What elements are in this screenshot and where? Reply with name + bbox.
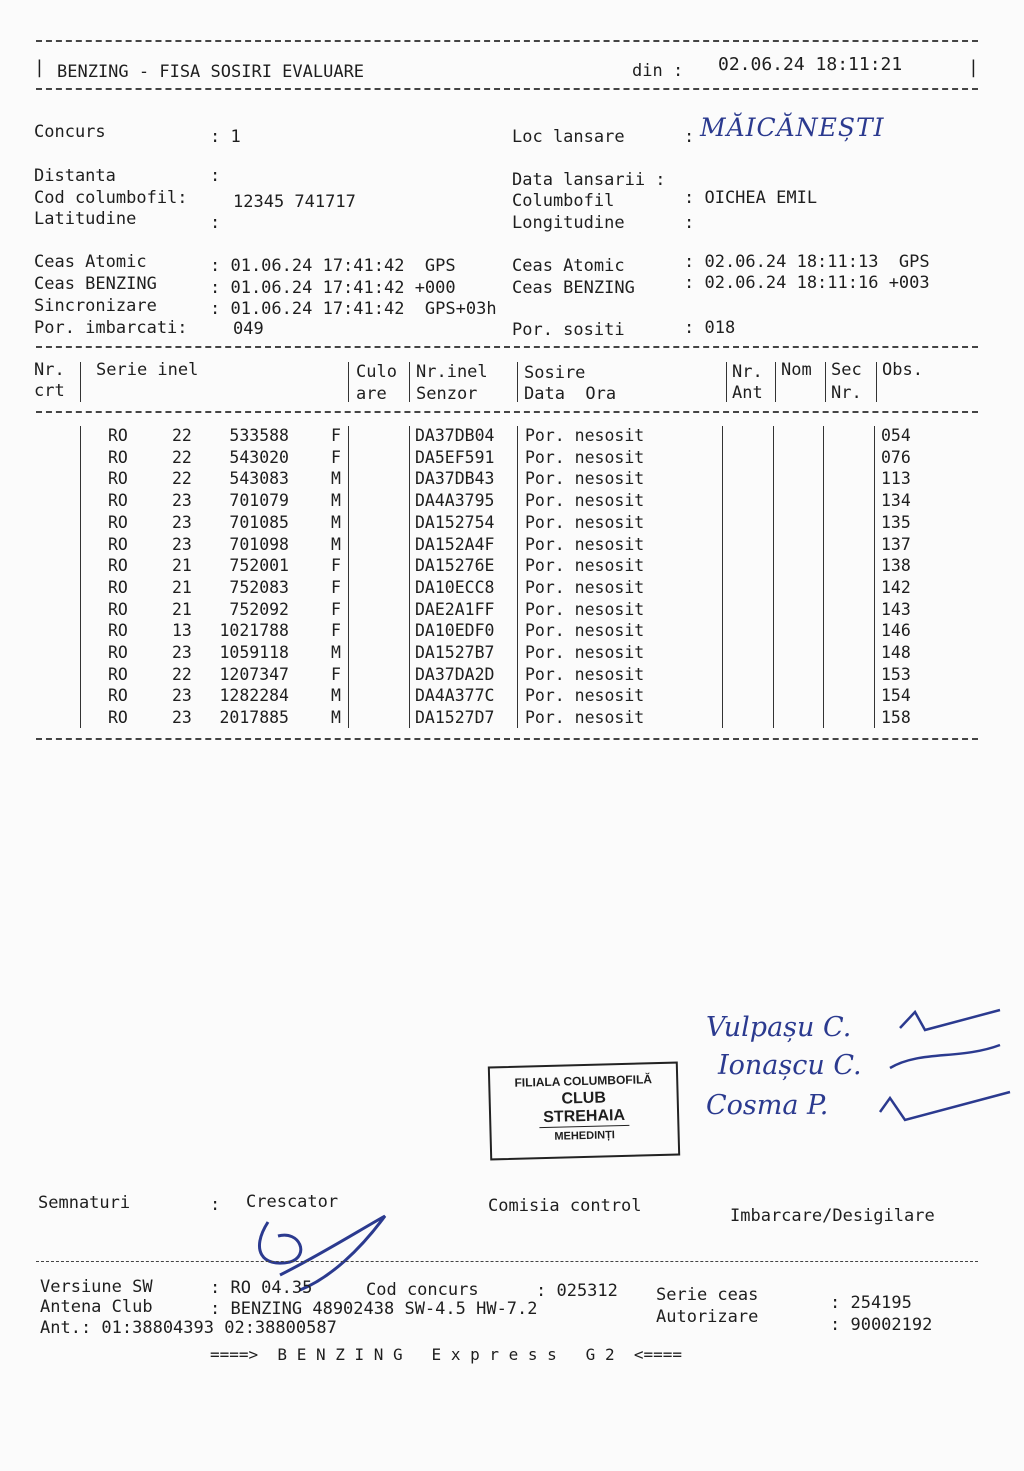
commission-signature-1: Vulpașu C. <box>706 1012 852 1043</box>
col-culo: Culo <box>356 362 397 382</box>
ring-country: RO <box>108 621 128 641</box>
benzing-express-brand: ====> B E N Z I N G E x p r e s s G 2 <==== <box>210 1345 683 1364</box>
pigeon-sex: F <box>331 426 341 445</box>
din-label: din : <box>632 61 684 81</box>
ring-number: 533588 <box>229 426 289 445</box>
ring-year: 13 <box>172 621 192 641</box>
pigeon-sex: M <box>331 512 341 532</box>
col-nom: Nom <box>781 360 812 380</box>
ring-number: 543083 <box>229 469 289 489</box>
por-imbarcati-value: 049 <box>233 319 264 339</box>
club-stamp <box>488 1062 680 1161</box>
obs-value: 113 <box>881 469 911 489</box>
ring-country: RO <box>108 686 128 706</box>
columbofil-value: : OICHEA EMIL <box>684 188 818 208</box>
arrival-status: Por. nesosit <box>525 469 645 489</box>
stamp-line-3: STREHAIA <box>543 1106 626 1127</box>
sensor-id: DA1527D7 <box>415 708 495 728</box>
longitudine-label: Longitudine <box>512 213 625 233</box>
antena-club-value: : BENZING 48902438 SW-4.5 HW-7.2 <box>210 1299 538 1319</box>
arrival-status: Por. nesosit <box>525 686 645 706</box>
ceas-atomic-label: Ceas Atomic <box>34 252 147 272</box>
latitudine-sep: : <box>210 213 221 233</box>
arrival-status: Por. nesosit <box>525 556 645 576</box>
ring-year: 22 <box>172 426 192 445</box>
sensor-id: DA4A3795 <box>415 491 495 511</box>
serie-ceas-value: : 254195 <box>830 1293 912 1313</box>
ring-year: 22 <box>172 469 192 489</box>
por-imbarcati-label: Por. imbarcati: <box>34 318 188 338</box>
cod-columbofil-label: Cod columbofil: <box>34 188 188 208</box>
columbofil-label: Columbofil <box>512 191 615 211</box>
col-sec-nr: Nr. <box>831 383 862 403</box>
obs-value: 137 <box>881 534 911 554</box>
arrival-status: Por. nesosit <box>525 534 645 554</box>
obs-value: 158 <box>881 708 911 728</box>
footer-rule <box>36 1261 978 1262</box>
arrival-status: Por. nesosit <box>525 621 645 641</box>
commission-signature-3: Cosma P. <box>706 1090 829 1121</box>
col-sosire: Sosire <box>524 363 586 383</box>
pigeon-sex: F <box>331 599 341 619</box>
distanta-label: Distanta <box>34 166 116 186</box>
ring-number: 752092 <box>229 599 289 619</box>
autorizare-value: : 90002192 <box>830 1315 933 1335</box>
pigeon-sex: F <box>331 447 341 467</box>
col-nr: Nr. <box>34 360 65 380</box>
cod-concurs-label: Cod concurs <box>366 1280 479 1300</box>
sensor-id: DAE2A1FF <box>415 599 495 619</box>
ceas-atomic-value: : 01.06.24 17:41:42 GPS <box>210 256 456 276</box>
ring-number: 701085 <box>229 512 289 532</box>
ring-year: 21 <box>172 577 192 597</box>
ring-number: 1059118 <box>219 643 289 662</box>
ring-country: RO <box>108 556 128 576</box>
comisia-control-label: Comisia control <box>488 1196 642 1216</box>
ring-year: 21 <box>172 599 192 619</box>
imbarcare-label: Imbarcare/Desigilare <box>730 1206 935 1226</box>
sensor-id: DA10ECC8 <box>415 577 495 597</box>
ring-year: 22 <box>172 664 192 684</box>
ring-number: 701079 <box>229 491 289 511</box>
ring-number: 752083 <box>229 577 289 597</box>
autorizare-label: Autorizare <box>656 1307 759 1327</box>
stamp-line-4: MEHEDINȚI <box>539 1125 629 1146</box>
obs-value: 138 <box>881 556 911 576</box>
pigeon-sex: M <box>331 491 341 511</box>
col-are: are <box>356 384 387 404</box>
col-crt: crt <box>34 381 65 401</box>
ceas-benzing-arrival-value: : 02.06.24 18:11:16 +003 <box>684 273 930 293</box>
ring-country: RO <box>108 534 128 554</box>
sensor-id: DA4A377C <box>415 686 495 706</box>
pigeon-sex: F <box>331 664 341 684</box>
pigeon-sex: M <box>331 686 341 706</box>
arrival-status: Por. nesosit <box>525 426 645 445</box>
ring-country: RO <box>108 491 128 511</box>
ring-year: 23 <box>172 686 192 706</box>
antena-club-label: Antena Club <box>40 1297 153 1317</box>
pigeon-sex: M <box>331 643 341 662</box>
sensor-id: DA37DB43 <box>415 469 495 489</box>
crescator-label: Crescator <box>246 1192 339 1212</box>
stamp-line-1: FILIALA COLUMBOFILĂ <box>514 1072 653 1090</box>
ceas-benzing-label: Ceas BENZING <box>34 274 157 294</box>
ring-number: 1207347 <box>219 664 289 684</box>
cod-concurs-value: : 025312 <box>536 1281 618 1301</box>
cod-columbofil-value: 12345 741717 <box>233 192 356 212</box>
commission-signature-2: Ionașcu C. <box>718 1050 862 1081</box>
arrival-status: Por. nesosit <box>525 664 645 684</box>
obs-value: 146 <box>881 621 911 641</box>
ring-country: RO <box>108 577 128 597</box>
versiune-sw-value: : RO 04.35 <box>210 1278 313 1298</box>
col-nr-inel: Nr.inel <box>416 362 488 382</box>
ring-year: 22 <box>172 447 192 467</box>
pigeon-sex: M <box>331 469 341 489</box>
obs-value: 153 <box>881 664 911 684</box>
ring-number: 752001 <box>229 556 289 576</box>
ring-country: RO <box>108 599 128 619</box>
arrival-status: Por. nesosit <box>525 512 645 532</box>
arrival-status: Por. nesosit <box>525 708 645 728</box>
col-sec: Sec <box>831 360 862 380</box>
col-ant: Ant <box>732 383 763 403</box>
distanta-sep: : <box>210 166 221 186</box>
pigeon-sex: F <box>331 621 341 641</box>
obs-value: 148 <box>881 643 911 662</box>
pigeon-sex: M <box>331 534 341 554</box>
ring-year: 23 <box>172 534 192 554</box>
col-serie-inel: Serie inel <box>96 360 199 380</box>
obs-value: 134 <box>881 491 911 511</box>
ring-country: RO <box>108 664 128 684</box>
obs-value: 143 <box>881 599 911 619</box>
sincronizare-value: : 01.06.24 17:41:42 GPS+03h <box>210 299 497 319</box>
obs-value: 154 <box>881 686 911 706</box>
semnaturi-sep: : <box>210 1195 221 1215</box>
arrival-status: Por. nesosit <box>525 447 645 467</box>
ring-country: RO <box>108 512 128 532</box>
serie-ceas-label: Serie ceas <box>656 1285 759 1305</box>
ceas-benzing-arrival-label: Ceas BENZING <box>512 278 635 298</box>
concurs-label: Concurs <box>34 122 106 142</box>
col-data-ora: Data Ora <box>524 384 617 404</box>
ring-country: RO <box>108 708 128 728</box>
obs-value: 054 <box>881 426 911 445</box>
header-right-bar: | <box>968 57 979 78</box>
longitudine-sep: : <box>684 213 695 233</box>
loc-lansare-label: Loc lansare <box>512 127 625 147</box>
ring-number: 2017885 <box>219 708 289 728</box>
col-nr-ant: Nr. <box>732 362 763 382</box>
sensor-id: DA37DB04 <box>415 426 495 445</box>
sincronizare-label: Sincronizare <box>34 296 157 316</box>
arrival-status: Por. nesosit <box>525 491 645 511</box>
concurs-value: : 1 <box>210 127 241 147</box>
antenna-ids: Ant.: 01:38804393 02:38800587 <box>40 1318 337 1338</box>
ring-year: 23 <box>172 512 192 532</box>
ring-country: RO <box>108 426 128 445</box>
obs-value: 076 <box>881 447 911 467</box>
sensor-id: DA152754 <box>415 512 495 532</box>
data-lansarii-label: Data lansarii : <box>512 170 666 190</box>
ring-number: 1282284 <box>219 686 289 706</box>
pigeon-sex: F <box>331 577 341 597</box>
ring-country: RO <box>108 469 128 489</box>
pigeon-sex: M <box>331 708 341 728</box>
latitudine-label: Latitudine <box>34 209 137 229</box>
obs-value: 135 <box>881 512 911 532</box>
ceas-benzing-value: : 01.06.24 17:41:42 +000 <box>210 278 456 298</box>
sensor-id: DA5EF591 <box>415 447 495 467</box>
document-title: BENZING - FISA SOSIRI EVALUARE <box>57 62 365 82</box>
loc-lansare-handwritten: MĂICĂNEȘTI <box>700 113 885 142</box>
arrival-status: Por. nesosit <box>525 599 645 619</box>
ring-country: RO <box>108 643 128 662</box>
header-left-bar: | <box>34 57 45 78</box>
pigeon-sex: F <box>331 556 341 576</box>
ceas-atomic-arrival-value: : 02.06.24 18:11:13 GPS <box>684 252 930 272</box>
arrival-status: Por. nesosit <box>525 577 645 597</box>
ring-number: 701098 <box>229 534 289 554</box>
sensor-id: DA152A4F <box>415 534 495 554</box>
sensor-id: DA15276E <box>415 556 495 576</box>
obs-value: 142 <box>881 577 911 597</box>
sensor-id: DA1527B7 <box>415 643 495 662</box>
ceas-atomic-arrival-label: Ceas Atomic <box>512 256 625 276</box>
sensor-id: DA10EDF0 <box>415 621 495 641</box>
ring-year: 23 <box>172 708 192 728</box>
por-sositi-value: : 018 <box>684 318 736 338</box>
semnaturi-label: Semnaturi <box>38 1193 131 1213</box>
col-obs: Obs. <box>882 360 923 380</box>
ring-country: RO <box>108 447 128 467</box>
report-datetime: 02.06.24 18:11:21 <box>718 54 903 75</box>
sensor-id: DA37DA2D <box>415 664 495 684</box>
ring-number: 543020 <box>229 447 289 467</box>
ring-year: 21 <box>172 556 192 576</box>
ring-number: 1021788 <box>219 621 289 641</box>
versiune-sw-label: Versiune SW <box>40 1277 153 1297</box>
por-sositi-label: Por. sositi <box>512 320 625 340</box>
ring-year: 23 <box>172 643 192 662</box>
arrival-status: Por. nesosit <box>525 643 645 662</box>
col-senzor: Senzor <box>416 384 478 404</box>
loc-lansare-sep: : <box>684 127 695 147</box>
stamp-line-2: CLUB <box>561 1089 607 1108</box>
ring-year: 23 <box>172 491 192 511</box>
